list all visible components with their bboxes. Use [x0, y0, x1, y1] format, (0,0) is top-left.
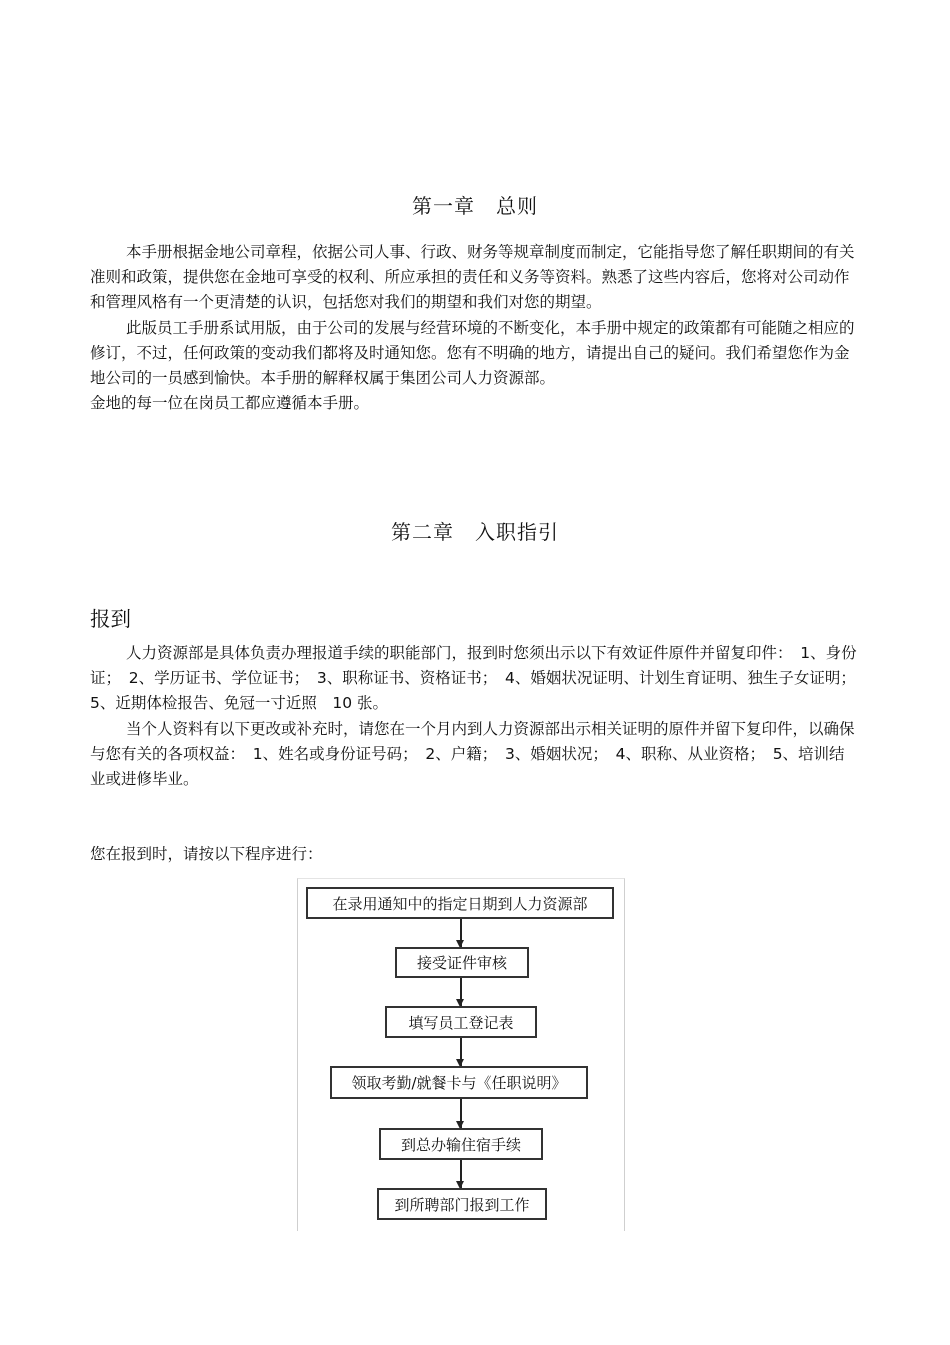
- chapter-1-paragraph-3: 金地的每一位在岗员工都应遵循本手册。: [90, 394, 370, 413]
- flow-step-4: 领取考勤/就餐卡与《任职说明》: [330, 1066, 588, 1099]
- chapter-1-body: [90, 240, 860, 416]
- chapter-2-title: 第二章 入职指引: [391, 520, 559, 544]
- flow-arrow-3: [460, 1038, 462, 1066]
- flow-step-1: 在录用通知中的指定日期到人力资源部: [306, 887, 614, 919]
- chapter-1-title: 第一章 总则: [412, 194, 538, 218]
- flow-step-6: 到所聘部门报到工作: [377, 1188, 547, 1220]
- section-heading-registration: 报到: [90, 607, 131, 631]
- flow-arrow-1: [460, 919, 462, 947]
- flow-arrow-4: [460, 1099, 462, 1128]
- flow-step-2: 接受证件审核: [395, 947, 529, 978]
- chapter-1-paragraph-2: 此版员工手册系试用版，由于公司的发展与经营环境的不断变化，本手册中规定的政策都有可能随之相应的修订，不过，任何政策的变动我们都将及时通知您。您有不明确的地方，请提出自己的疑问。我们希望您作为金地公司的一员感到愉快。本手册的解释权属于集团公司人力资源部。: [90, 318, 855, 388]
- registration-body: [90, 641, 864, 792]
- registration-paragraph-2: 当个人资料有以下更改或补充时，请您在一个月内到人力资源部出示相关证明的原件并留下复印件，以确保与您有关的各项权益： 1、姓名或身份证号码； 2、户籍； 3、婚姻状况； 4、职称、从业资格； 5、培训结业或进修毕业。: [90, 719, 855, 789]
- registration-flowchart: [297, 878, 625, 1231]
- flow-arrow-2: [460, 978, 462, 1006]
- flow-step-3: 填写员工登记表: [385, 1006, 537, 1038]
- registration-paragraph-1: 人力资源部是具体负责办理报道手续的职能部门，报到时您须出示以下有效证件原件并留复印件： 1、身份证； 2、学历证书、学位证书； 3、职称证书、资格证书； 4、婚姻状况证明、计划生育证明、独生子女证明； 5、近期体检报告、免冠一寸近照 10 张。: [90, 644, 864, 713]
- chapter-1-paragraph-1: 本手册根据金地公司章程，依据公司人事、行政、财务等规章制度而制定，它能指导您了解任职期间的有关准则和政策，提供您在金地可享受的权利、所应承担的责任和义务等资料。熟悉了这些内容后，您将对公司动作和管理风格有一个更清楚的认识，包括您对我们的期望和我们对您的期望。: [90, 243, 855, 312]
- flow-step-5: 到总办输住宿手续: [379, 1128, 543, 1160]
- procedure-intro: 您在报到时，请按以下程序进行：: [90, 845, 323, 863]
- flow-arrow-5: [460, 1160, 462, 1188]
